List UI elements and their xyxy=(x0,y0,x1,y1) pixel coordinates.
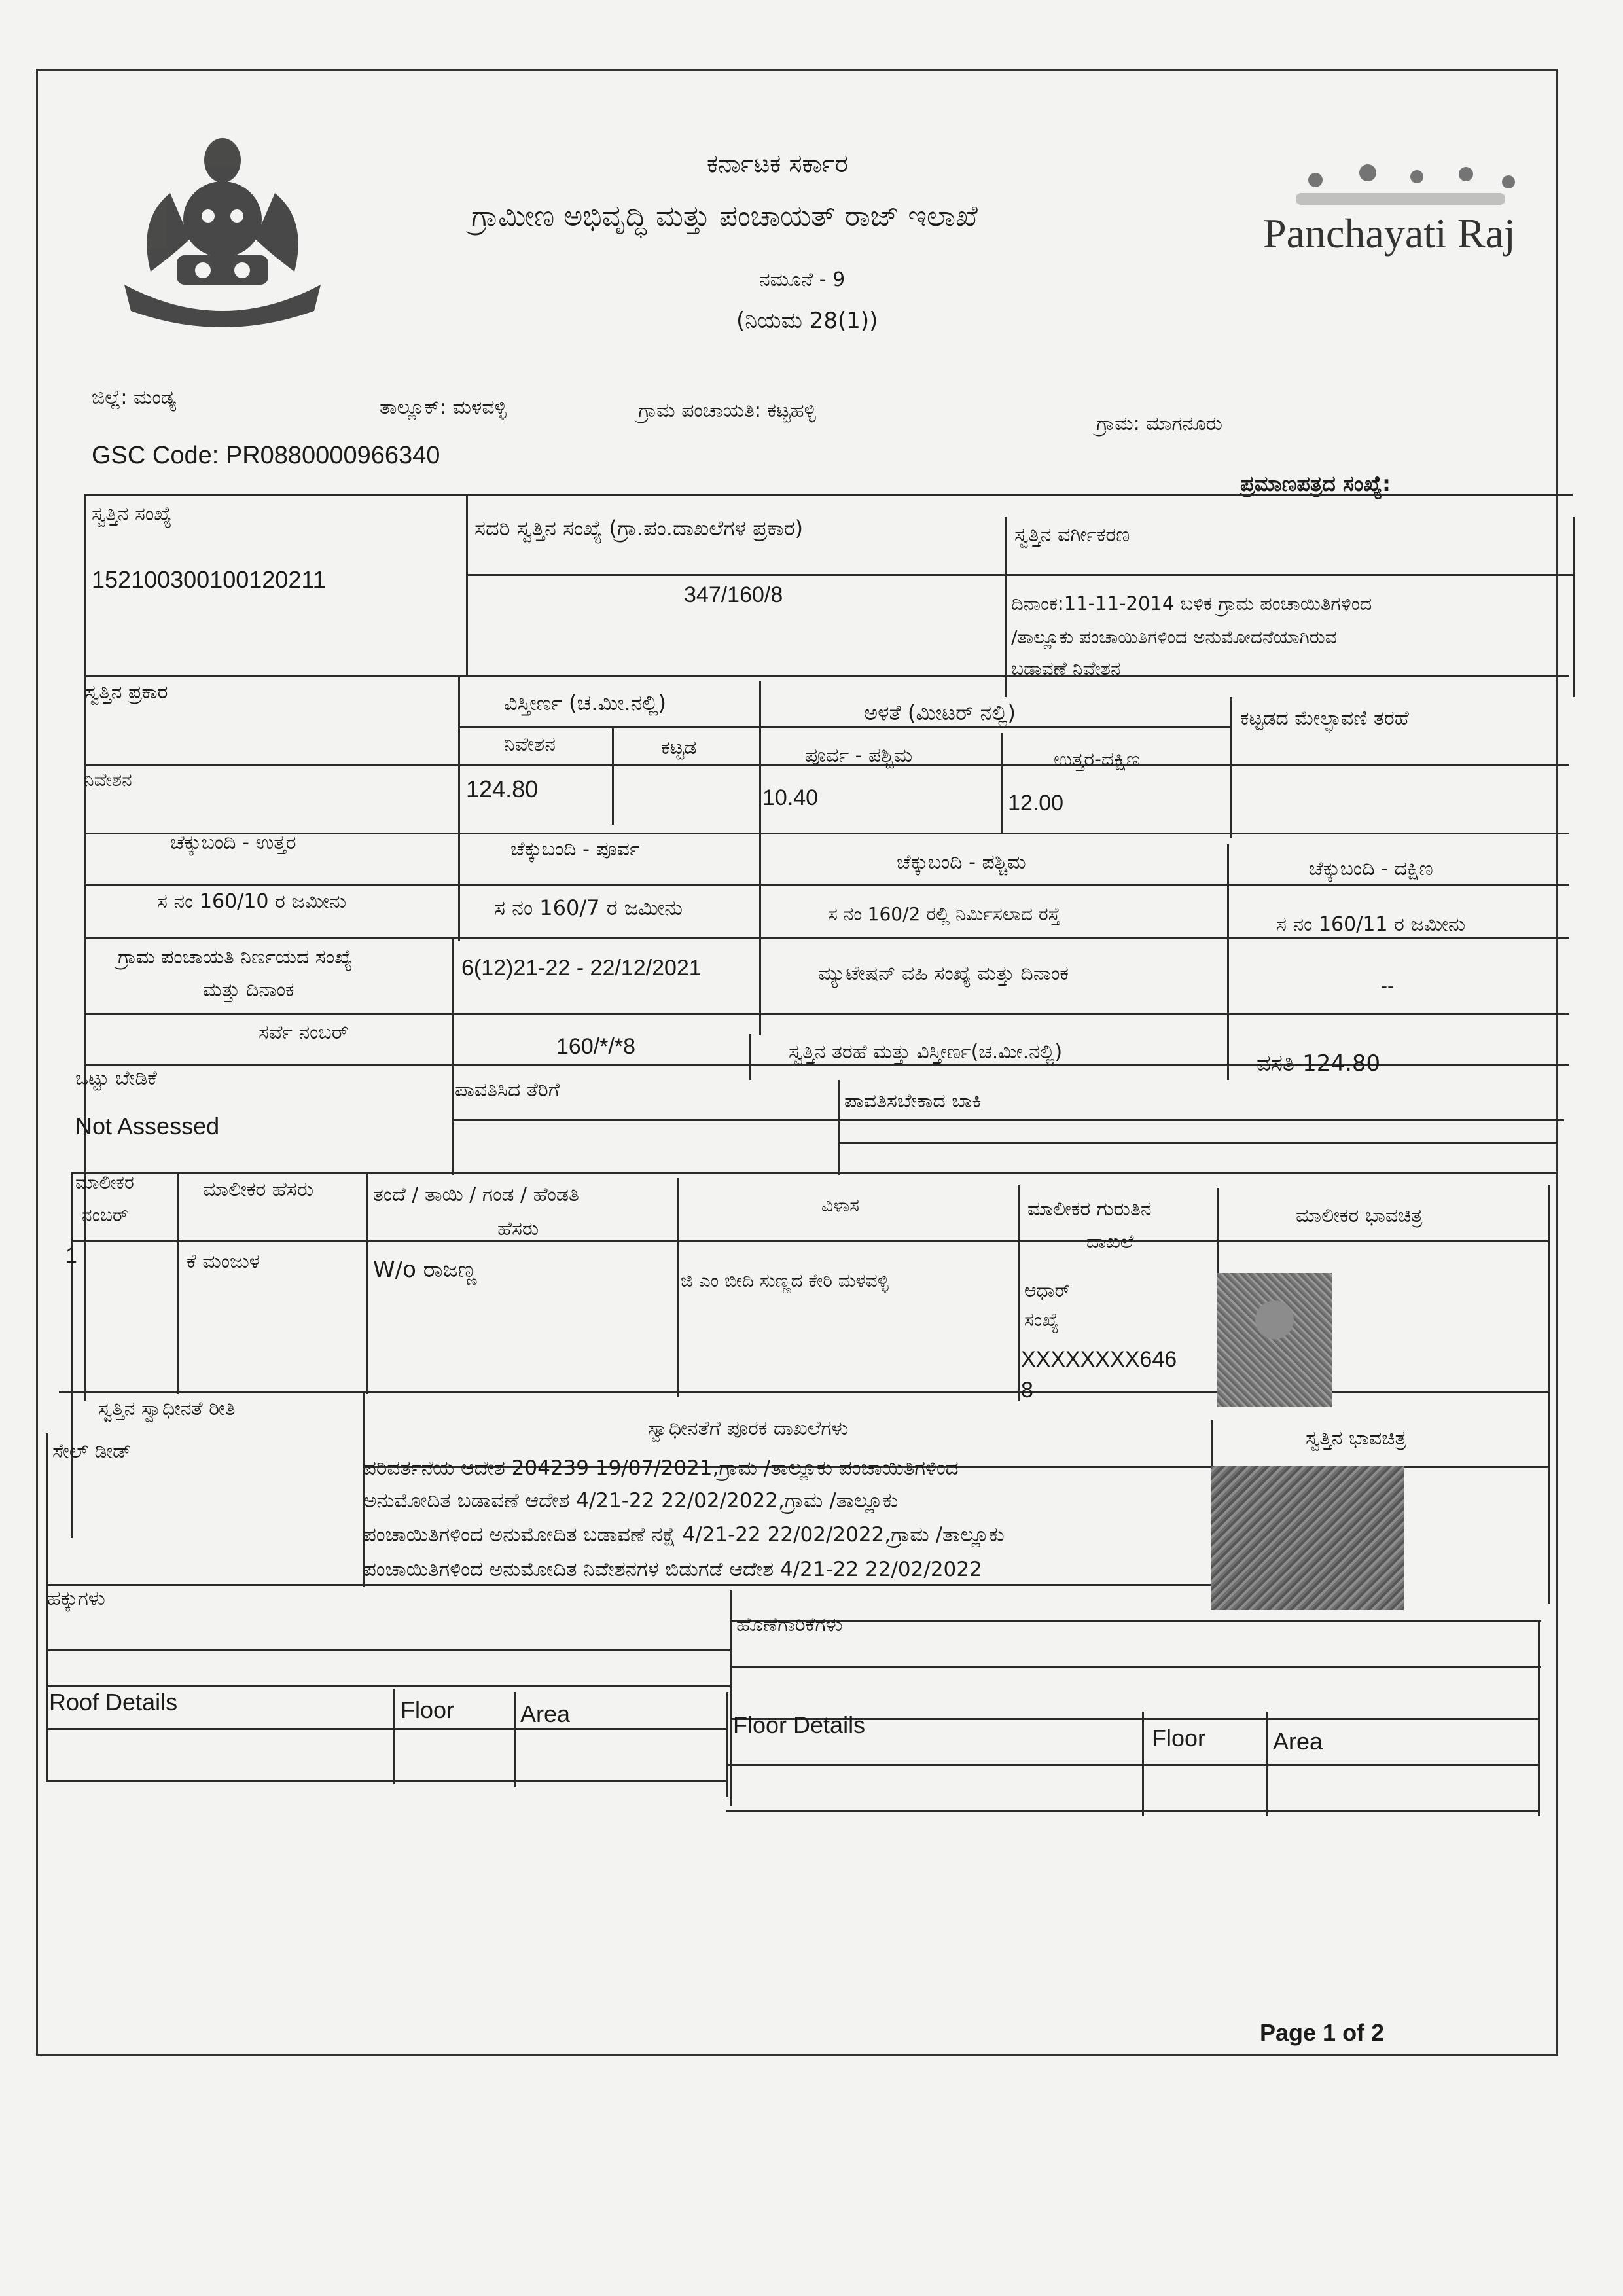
survey-number-value: 160/*/*8 xyxy=(556,1034,635,1059)
property-class-line-1: ದಿನಾಂಕ:11-11-2014 ಬಳಿಕ ಗ್ರಾಮ ಪಂಚಾಯಿತಿಗಳಿಂದ xyxy=(1011,592,1372,615)
floor-area-label: Area xyxy=(1273,1728,1323,1755)
dimensions-label: ಅಳತೆ (ಮೀಟರ್ ನಲ್ಲಿ) xyxy=(864,700,1016,725)
owner-photo xyxy=(1217,1273,1332,1407)
owner-name-label: ಮಾಲೀಕರ ಹೆಸರು xyxy=(203,1178,314,1201)
property-class-line-3: ಬಡಾವಣೆ ನಿವೇಶನ xyxy=(1011,658,1121,679)
total-demand-label: ಒಟ್ಟು ಬೇಡಿಕೆ xyxy=(75,1067,157,1090)
boundary-south-value: ಸ ನಂ 160/11 ರ ಜಮೀನು xyxy=(1276,913,1466,936)
ownership-docs-label: ಸ್ವಾಧೀನತೆಗೆ ಪೂರಕ ದಾಖಲೆಗಳು xyxy=(648,1417,849,1440)
rights-label: ಹಕ್ಕುಗಳು xyxy=(47,1587,105,1610)
site-area-label: ನಿವೇಶನ xyxy=(504,733,556,756)
id-document-label-1: ಮಾಲೀಕರ ಗುರುತಿನ xyxy=(1027,1198,1152,1221)
karnataka-emblem-icon xyxy=(98,121,347,337)
people-dots-icon xyxy=(1257,164,1531,209)
usage-area-label: ಸ್ವತ್ತಿನ ತರಹೆ ಮತ್ತು ವಿಸ್ತೀರ್ಣ(ಚ.ಮೀ.ನಲ್ಲಿ) xyxy=(789,1041,1063,1064)
gsc-code: GSC Code: PR0880000966340 xyxy=(92,442,440,469)
owner-photo-label: ಮಾಲೀಕರ ಭಾವಚಿತ್ರ xyxy=(1296,1204,1423,1227)
page-number: Page 1 of 2 xyxy=(1260,2019,1385,2046)
mutation-label: ಮ್ಯುಟೇಷನ್ ವಹಿ ಸಂಖ್ಯೆ ಮತ್ತು ದಿನಾಂಕ xyxy=(818,962,1069,985)
id-document-value-1: ಆಧಾರ್ xyxy=(1024,1280,1071,1301)
village: ಗ್ರಾಮ: ಮಾಗನೂರು xyxy=(1096,412,1222,435)
floor-floor-label: Floor xyxy=(1152,1725,1206,1751)
tax-paid-label: ಪಾವತಿಸಿದ ತೆರಿಗೆ xyxy=(455,1079,560,1102)
relation-label-2: ಹೆಸರು xyxy=(497,1217,539,1240)
boundary-west-label: ಚೆಕ್ಕುಬಂದಿ - ಪಶ್ಚಿಮ xyxy=(897,851,1026,874)
address-value: ಜಿ ಎಂ ಬೀದಿ ಸುಣ್ಣದ ಕೇರಿ ಮಳವಳ್ಳಿ xyxy=(681,1270,889,1291)
ownership-docs-line-3: ಪಂಚಾಯಿತಿಗಳಿಂದ ಅನುಮೋದಿತ ಬಡಾವಣೆ ನಕ್ಷೆ 4/21-22 22/02/2022,ಗ್ರಾಮ /ತಾಲ್ಲೂಕು xyxy=(363,1523,1005,1547)
ownership-docs-line-4: ಪಂಚಾಯಿತಿಗಳಿಂದ ಅನುಮೋದಿತ ನಿವೇಶನಗಳ ಬಿಡುಗಡೆ ಆದೇಶ 4/21-22 22/02/2022 xyxy=(363,1558,982,1581)
gp-resolution-label-2: ಮತ್ತು ದಿನಾಂಕ xyxy=(203,978,294,1001)
gram-panchayat: ಗ್ರಾಮ ಪಂಚಾಯತಿ: ಕಟ್ಟಹಳ್ಳಿ xyxy=(638,399,816,422)
boundary-west-value: ಸ ನಂ 160/2 ರಲ್ಲಿ ನಿರ್ಮಿಸಲಾದ ರಸ್ತೆ xyxy=(828,903,1061,925)
property-type-value: ನಿವೇಶನ xyxy=(84,769,132,791)
total-demand-value: Not Assessed xyxy=(75,1113,220,1139)
north-south-value: 12.00 xyxy=(1008,791,1064,816)
panchayati-raj-text: Panchayati Raj xyxy=(1263,210,1516,257)
mutation-value: -- xyxy=(1381,975,1394,997)
old-property-number-label: ಸದರಿ ಸ್ವತ್ತಿನ ಸಂಖ್ಯೆ (ಗ್ರಾ.ಪಂ.ದಾಖಲೆಗಳ ಪ್ರಕಾರ) xyxy=(474,516,804,541)
north-south-label: ಉತ್ತರ-ದಕ್ಷಿಣ xyxy=(1054,748,1141,771)
gp-resolution-value: 6(12)21-22 - 22/12/2021 xyxy=(461,956,702,980)
tax-due-label: ಪಾವತಿಸಬೇಕಾದ ಬಾಕಿ xyxy=(844,1090,982,1113)
property-class-label: ಸ್ವತ್ತಿನ ವರ್ಗೀಕರಣ xyxy=(1014,524,1130,547)
certificate-number-label: ಪ್ರಮಾಣಪತ್ರದ ಸಂಖ್ಯೆ: xyxy=(1240,471,1391,496)
owner-name-value: ಕೆ ಮಂಜುಳ xyxy=(187,1250,260,1273)
ownership-mode-label: ಸ್ವತ್ತಿನ ಸ್ವಾಧೀನತೆ ರೀತಿ xyxy=(98,1397,236,1420)
gp-resolution-label-1: ಗ್ರಾಮ ಪಂಚಾಯತಿ ನಿರ್ಣಯದ ಸಂಖ್ಯೆ xyxy=(118,946,353,969)
survey-number-label: ಸರ್ವೆ ನಂಬರ್ xyxy=(259,1021,349,1044)
relation-label-1: ತಂದೆ / ತಾಯಿ / ಗಂಡ / ಹೆಂಡತಿ xyxy=(373,1183,579,1206)
ownership-mode-value: ಸೇಲ್ ಡೀಡ್ xyxy=(52,1440,132,1463)
taluk: ತಾಲ್ಲೂಕ್: ಮಳವಳ್ಳಿ xyxy=(380,396,507,419)
form-number: ನಮೂನೆ - 9 xyxy=(759,268,846,291)
gov-name: ಕರ್ನಾಟಕ ಸರ್ಕಾರ xyxy=(707,149,848,178)
boundary-east-label: ಚೆಕ್ಕುಬಂದಿ - ಪೂರ್ವ xyxy=(510,838,640,861)
district: ಜಿಲ್ಲೆ: ಮಂಡ್ಯ xyxy=(92,386,177,409)
boundary-north-label: ಚೆಕ್ಕುಬಂದಿ - ಉತ್ತರ xyxy=(170,831,296,854)
roof-floor-label: Floor xyxy=(401,1696,455,1723)
id-document-value-2: ಸಂಖ್ಯೆ xyxy=(1024,1309,1059,1331)
boundary-east-value: ಸ ನಂ 160/7 ರ ಜಮೀನು xyxy=(494,895,683,920)
property-type-label: ಸ್ವತ್ತಿನ ಪ್ರಕಾರ xyxy=(85,681,168,704)
boundary-north-value: ಸ ನಂ 160/10 ರ ಜಮೀನು xyxy=(157,890,347,913)
property-id-label: ಸ್ವತ್ತಿನ ಸಂಖ್ಯೆ xyxy=(92,503,172,526)
old-property-number-value: 347/160/8 xyxy=(684,583,783,607)
roof-details-label: Roof Details xyxy=(49,1689,178,1715)
area-label: ವಿಸ್ತೀರ್ಣ (ಚ.ಮೀ.ನಲ್ಲಿ) xyxy=(504,691,666,715)
liabilities-label: ಹೊಣೆಗಾರಿಕೆಗಳು xyxy=(736,1613,843,1636)
id-document-label-2: ದಾಖಲೆ xyxy=(1086,1230,1134,1253)
roof-type-label: ಕಟ್ಟಡದ ಮೇಲ್ಛಾವಣಿ ತರಹೆ xyxy=(1240,707,1409,730)
east-west-label: ಪೂರ್ವ - ಪಶ್ಚಿಮ xyxy=(805,744,913,767)
owner-number-value: 1 xyxy=(65,1244,77,1267)
id-document-value-3: XXXXXXXX646 xyxy=(1021,1347,1177,1372)
panchayati-raj-logo xyxy=(1257,164,1531,262)
roof-area-label: Area xyxy=(520,1700,571,1727)
property-photo xyxy=(1211,1466,1404,1610)
id-document-value-4: 8 xyxy=(1021,1378,1033,1403)
relation-value: W/o ರಾಜಣ್ಣ xyxy=(373,1257,477,1283)
owner-no-label-2: ನಂಬರ್ xyxy=(82,1204,128,1226)
usage-area-value: ವಸತಿ-124.80 xyxy=(1257,1050,1381,1077)
east-west-value: 10.40 xyxy=(762,785,819,810)
building-area-label: ಕಟ್ಟಡ xyxy=(661,736,697,759)
property-id-value: 152100300100120211 xyxy=(92,566,326,593)
rule-reference: (ನಿಯಮ 28(1)) xyxy=(736,308,878,334)
ownership-docs-line-2: ಅನುಮೋದಿತ ಬಡಾವಣೆ ಆದೇಶ 4/21-22 22/02/2022,ಗ್ರಾಮ /ತಾಲ್ಲೂಕು xyxy=(363,1489,899,1513)
owner-no-label-1: ಮಾಲೀಕರ xyxy=(75,1172,134,1193)
property-class-line-2: /ತಾಲ್ಲೂಕು ಪಂಚಾಯಿತಿಗಳಿಂದ ಅನುಮೋದನೆಯಾಗಿರುವ xyxy=(1011,626,1337,648)
address-label: ವಿಳಾಸ xyxy=(821,1194,860,1216)
department-title: ಗ್ರಾಮೀಣ ಅಭಿವೃದ್ಧಿ ಮತ್ತು ಪಂಚಾಯತ್ ರಾಜ್ ಇಲಾಖೆ xyxy=(471,200,978,233)
site-area-value: 124.80 xyxy=(466,776,539,802)
floor-details-label: Floor Details xyxy=(733,1712,866,1738)
ownership-docs-line-1: ಪರಿವರ್ತನೆಯ ಆದೇಶ 204239 19/07/2021,ಗ್ರಾಮ /ತಾಲ್ಲೂಕು ಪಂಚಾಯಿತಿಗಳಿಂದ xyxy=(363,1456,959,1480)
boundary-south-label: ಚೆಕ್ಕುಬಂದಿ - ದಕ್ಷಿಣ xyxy=(1309,857,1433,880)
property-photo-label: ಸ್ವತ್ತಿನ ಭಾವಚಿತ್ರ xyxy=(1306,1427,1406,1450)
